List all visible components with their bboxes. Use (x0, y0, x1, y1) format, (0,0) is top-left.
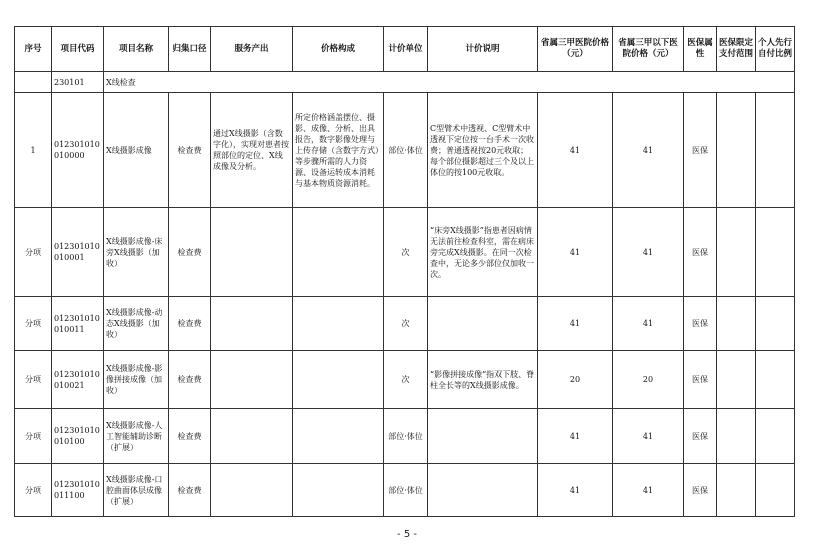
cell-name: X线摄影成像-动态X线摄影（加收） (104, 297, 169, 351)
header-insurance: 医保属性 (684, 27, 717, 72)
cell-composition (293, 208, 384, 297)
cell-category: 检查费 (169, 351, 211, 409)
cell-insurance: 医保 (684, 208, 717, 297)
cell-price-tier3: 41 (538, 93, 613, 208)
cell-price-below: 20 (613, 351, 684, 409)
cell-seq: 分项 (15, 297, 52, 351)
cell-self-pay (756, 351, 795, 409)
cell-seq: 分项 (15, 208, 52, 297)
cell-output (211, 409, 293, 464)
cell-self-pay (756, 297, 795, 351)
cell-price-tier3: 41 (538, 297, 613, 351)
cell-code: 012301010010021 (52, 351, 104, 409)
cell-code: 012301010010000 (52, 93, 104, 208)
cell-seq: 分项 (15, 409, 52, 464)
cell-price-below: 41 (613, 93, 684, 208)
cell-unit: 次 (384, 351, 428, 409)
cell-explanation: “影像拼接成像”指双下肢、脊柱全长等的X线摄影成像。 (428, 351, 538, 409)
cell-insurance: 医保 (684, 464, 717, 517)
cell-composition (293, 409, 384, 464)
price-table (14, 26, 795, 517)
cell-name: X线摄影成像-床旁X线摄影（加收） (104, 208, 169, 297)
cell-price-below: 41 (613, 409, 684, 464)
cell-self-pay (756, 208, 795, 297)
cell-category: 检查费 (169, 464, 211, 517)
category-name: X线检查 (104, 72, 795, 93)
category-seq (15, 72, 52, 93)
header-composition: 价格构成 (293, 27, 384, 72)
cell-seq: 分项 (15, 464, 52, 517)
cell-name: X线摄影成像-人工智能辅助诊断（扩展） (104, 409, 169, 464)
cell-composition: 所定价格涵盖摆位、摄影、成像、分析、出具报告，数字影像处理与上传存储（含数字方式）等步骤所需的人力资源、设备运转成本消耗与基本物质资源消耗。 (293, 93, 384, 208)
cell-unit: 部位·体位 (384, 464, 428, 517)
cell-explanation: C型臂术中透视、C型臂术中透视下定位按一台手术一次收费；普通透视按20元收取；每个部位摄影超过三个及以上体位的按100元收取。 (428, 93, 538, 208)
cell-composition (293, 464, 384, 517)
header-output: 服务产出 (211, 27, 293, 72)
table-row (15, 208, 795, 297)
cell-self-pay (756, 464, 795, 517)
header-row (15, 27, 795, 72)
cell-price-below: 41 (613, 464, 684, 517)
cell-price-below: 41 (613, 297, 684, 351)
header-self-pay: 个人先行自付比例 (756, 27, 795, 72)
cell-output (211, 464, 293, 517)
cell-explanation (428, 409, 538, 464)
table-row (15, 93, 795, 208)
cell-output (211, 297, 293, 351)
table-row (15, 464, 795, 517)
cell-insurance-scope (717, 409, 756, 464)
table-row (15, 351, 795, 409)
cell-insurance: 医保 (684, 409, 717, 464)
cell-price-tier3: 41 (538, 208, 613, 297)
header-unit: 计价单位 (384, 27, 428, 72)
cell-category: 检查费 (169, 208, 211, 297)
cell-name: X线摄影成像-口腔曲面体层成像（扩展） (104, 464, 169, 517)
cell-self-pay (756, 93, 795, 208)
cell-output: 通过X线摄影（含数字化），实现对患者按照部位的定位、X线成像及分析。 (211, 93, 293, 208)
header-price-below: 省属三甲以下医院价格（元） (613, 27, 684, 72)
header-code: 项目代码 (52, 27, 104, 72)
cell-price-tier3: 41 (538, 409, 613, 464)
cell-category: 检查费 (169, 409, 211, 464)
table-row (15, 297, 795, 351)
cell-seq: 1 (15, 93, 52, 208)
cell-composition (293, 351, 384, 409)
cell-unit: 次 (384, 297, 428, 351)
cell-unit: 部位·体位 (384, 93, 428, 208)
cell-unit: 次 (384, 208, 428, 297)
header-name: 项目名称 (104, 27, 169, 72)
cell-explanation (428, 464, 538, 517)
cell-insurance: 医保 (684, 297, 717, 351)
cell-insurance-scope (717, 208, 756, 297)
cell-code: 012301010011100 (52, 464, 104, 517)
cell-code: 012301010010100 (52, 409, 104, 464)
cell-composition (293, 297, 384, 351)
cell-code: 012301010010001 (52, 208, 104, 297)
cell-category: 检查费 (169, 297, 211, 351)
cell-name: X线摄影成像-影像拼接成像（加收） (104, 351, 169, 409)
cell-seq: 分项 (15, 351, 52, 409)
cell-explanation (428, 297, 538, 351)
cell-self-pay (756, 409, 795, 464)
header-category: 归集口径 (169, 27, 211, 72)
cell-code: 012301010010011 (52, 297, 104, 351)
header-explanation: 计价说明 (428, 27, 538, 72)
cell-price-below: 41 (613, 208, 684, 297)
cell-name: X线摄影成像 (104, 93, 169, 208)
header-insurance-scope: 医保限定支付范围 (717, 27, 756, 72)
cell-price-tier3: 20 (538, 351, 613, 409)
cell-insurance: 医保 (684, 93, 717, 208)
header-seq: 序号 (15, 27, 52, 72)
cell-insurance: 医保 (684, 351, 717, 409)
cell-insurance-scope (717, 93, 756, 208)
table-row (15, 409, 795, 464)
cell-price-tier3: 41 (538, 464, 613, 517)
category-row (15, 72, 795, 93)
category-code: 230101 (52, 72, 104, 93)
page-number: - 5 - (397, 529, 417, 540)
price-table-page (14, 26, 794, 517)
cell-output (211, 208, 293, 297)
cell-insurance-scope (717, 464, 756, 517)
cell-explanation: “床旁X线摄影”指患者因病情无法前往检查科室，需在病床旁完成X线摄影。在同一次检查中，无论多少部位仅加收一次。 (428, 208, 538, 297)
cell-insurance-scope (717, 351, 756, 409)
cell-unit: 部位·体位 (384, 409, 428, 464)
cell-category: 检查费 (169, 93, 211, 208)
header-price-tier3: 省属三甲医院价格（元） (538, 27, 613, 72)
cell-output (211, 351, 293, 409)
cell-insurance-scope (717, 297, 756, 351)
